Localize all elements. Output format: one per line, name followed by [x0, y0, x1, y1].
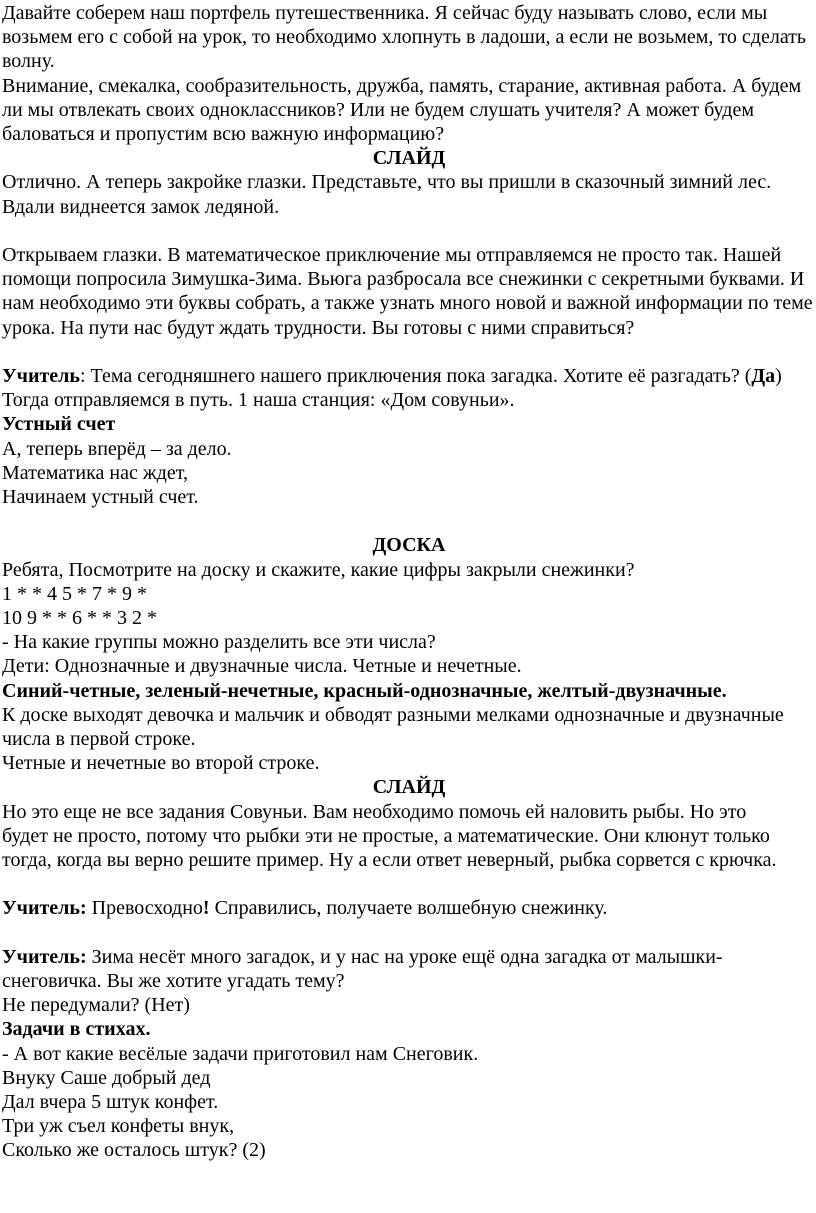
verse-line: Дал вчера 5 штук конфет.	[2, 1091, 219, 1114]
paragraph-board-activity: К доске выходят девочка и мальчик и обводят разными мелками однозначные и двузначные числа в первой строке.	[2, 703, 784, 751]
paragraph-teacher-topic	[2, 364, 816, 412]
verse-line: Внуку Саше добрый дед	[2, 1066, 211, 1089]
text-span: ) Тогда отправляемся в путь. 1 наша станция: «Дом совуньи».	[2, 365, 782, 412]
paragraph-qualities: Внимание, смекалка, сообразительность, дружба, память, старание, активная работа. А будем ли мы отвлекать своих одноклассников? Или не будем слушать учителя? А может будем баловаться и пропустим всю важную информацию?	[2, 74, 802, 146]
color-legend-text: Синий-четные, зеленый-нечетные, красный-однозначные, желтый-двузначные.	[2, 679, 727, 702]
paragraph-close-eyes: Отлично. А теперь закройке глазки. Представьте, что вы пришли в сказочный зимний лес. Вдали виднеется замок ледяной.	[2, 171, 772, 218]
text-span: Превосходно	[86, 897, 203, 920]
heading-slide: СЛАЙД	[372, 147, 446, 170]
text-span: Справились, получаете волшебную снежинку.	[209, 897, 608, 920]
heading-slide: СЛАЙД	[372, 776, 446, 799]
answer-yes: Да	[751, 365, 776, 388]
verse-line: Сколько же осталось штук? (2)	[2, 1139, 266, 1162]
paragraph-teacher-riddle	[2, 945, 816, 993]
heading-tasks	[2, 1017, 816, 1041]
heading-text: Устный счет	[2, 413, 116, 436]
paragraph-fishing-line: Но это еще не все задания Совуньи. Вам необходимо помочь ей наловить рыбы. Но это	[2, 800, 747, 823]
paragraph-not-changed: Не передумали? (Нет)	[2, 994, 190, 1017]
paragraph-portfolio: Давайте соберем наш портфель путешественника. Я сейчас буду называть слово, если мы возьмем его с собой на урок, то необходимо хлопнуть в ладоши, а если не возьмем, то сделать волну.	[2, 2, 807, 73]
paragraph-children-answer: Дети: Однозначные и двузначные числа. Четные и нечетные.	[2, 655, 522, 678]
speaker-label: Учитель:	[2, 897, 87, 920]
verse-line: Начинаем устный счет.	[2, 486, 199, 509]
paragraph-teacher-praise	[2, 896, 816, 920]
blank-line	[2, 872, 816, 896]
paragraph-second-row: Четные и нечетные во второй строке.	[2, 752, 320, 775]
paragraph-board-question: Ребята, Посмотрите на доску и скажите, какие цифры закрыли снежинки?	[2, 558, 635, 581]
text-span: Зима несёт много загадок, и у нас на уроке ещё одна загадка от малышки-снеговичка. Вы же хотите угадать тему?	[2, 945, 723, 993]
paragraph-fishing-line: тогда, когда вы верно решите пример. Ну а если ответ неверный, рыбка сорвется с крючка.	[2, 849, 777, 872]
text-span: : Тема сегодняшнего нашего приключения пока загадка. Хотите её разгадать? (	[79, 365, 752, 388]
heading-text: Задачи в стихах.	[2, 1018, 151, 1041]
number-sequence-2: 10 9 * * 6 * * 3 2 *	[2, 607, 157, 630]
speaker-label: Учитель:	[2, 945, 87, 968]
heading-board: ДОСКА	[372, 534, 446, 557]
blank-line	[2, 219, 816, 243]
blank-line	[2, 340, 816, 364]
verse-line: А, теперь вперёд – за дело.	[2, 437, 232, 460]
verse-line: Три уж съел конфеты внук,	[2, 1115, 235, 1138]
paragraph-open-eyes: Открываем глазки. В математическое приключение мы отправляемся не просто так. Нашей помощи попросила Зимушка-Зима. Вьюга разбросала все снежинки с секретными буквами. И нам необходимо эти буквы собрать, а также узнать много новой и важной информации по теме урока. На пути нас будут ждать трудности. Вы готовы с ними справиться?	[2, 244, 813, 339]
paragraph-fishing-line: будет не просто, потому что рыбки эти не простые, а математические. Они клюнут только	[2, 824, 770, 847]
paragraph-color-legend	[2, 679, 816, 703]
paragraph-snowman-tasks: - А вот какие весёлые задачи приготовил нам Снеговик.	[2, 1042, 479, 1065]
heading-oral-count	[2, 412, 816, 436]
blank-line	[2, 509, 816, 533]
exclamation: !	[202, 897, 210, 920]
speaker-label: Учитель	[2, 365, 80, 388]
blank-line	[2, 921, 816, 945]
paragraph-groups-question: - На какие группы можно разделить все эти числа?	[2, 631, 436, 654]
number-sequence-1: 1 * * 4 5 * 7 * 9 *	[2, 582, 147, 605]
verse-line: Математика нас ждет,	[2, 461, 188, 484]
